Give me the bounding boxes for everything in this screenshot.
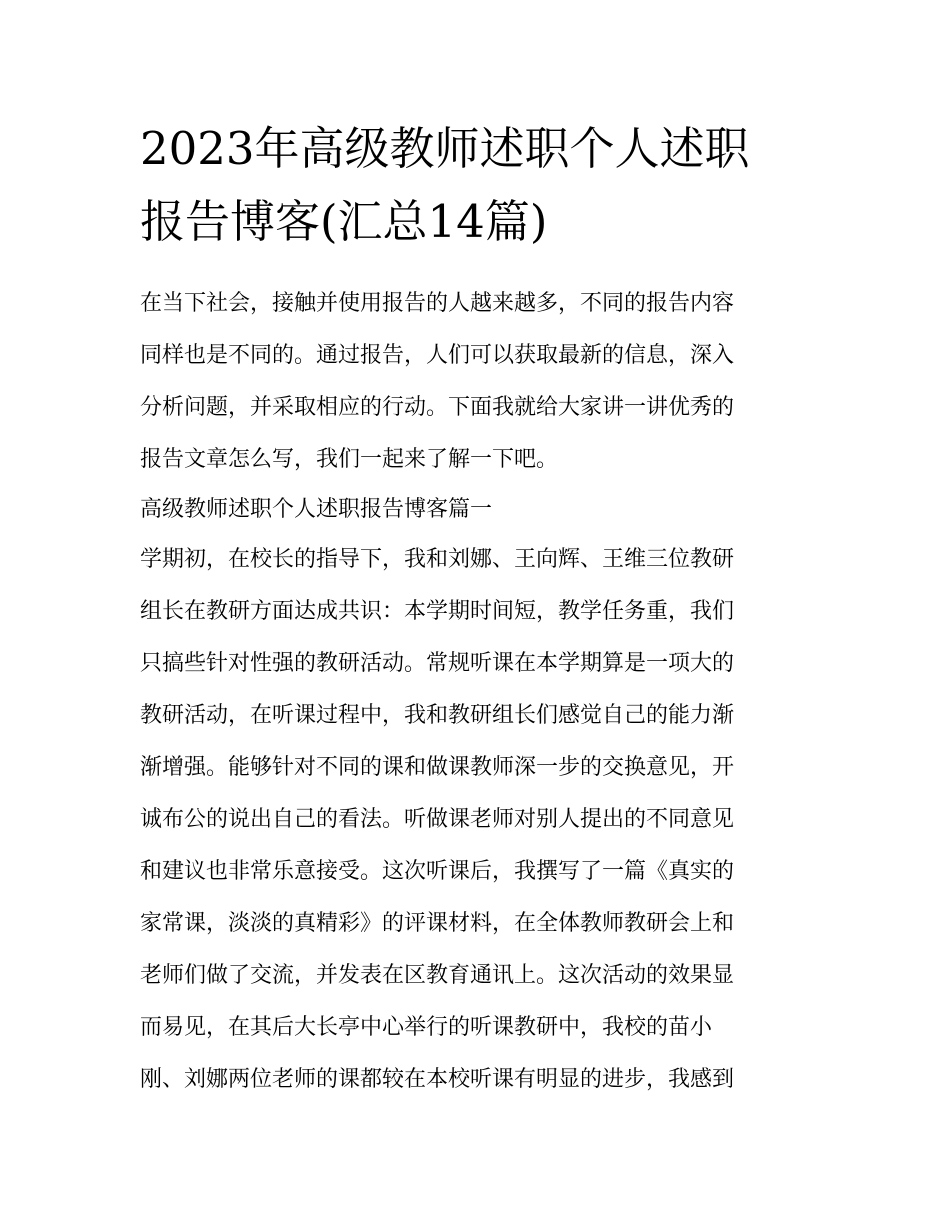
section-line: 组长在教研方面达成共识：本学期时间短，教学任务重，我们 <box>140 599 735 624</box>
section-line: 只搞些针对性强的教研活动。常规听课在本学期算是一项大的 <box>140 651 735 676</box>
title-line: 报告博客(汇总14篇) <box>140 195 548 248</box>
section-line: 诚布公的说出自己的看法。听做课老师对别人提出的不同意见 <box>140 807 735 832</box>
section-line: 老师们做了交流，并发表在区教育通讯上。这次活动的效果显 <box>140 963 735 988</box>
title-line: 2023年高级教师述职个人述职 <box>140 122 750 175</box>
section-line: 和建议也非常乐意接受。这次听课后，我撰写了一篇《真实的 <box>140 859 735 884</box>
section-line: 刚、刘娜两位老师的课都较在本校听课有明显的进步，我感到 <box>140 1067 735 1092</box>
intro-line: 同样也是不同的。通过报告，人们可以获取最新的信息，深入 <box>140 343 735 368</box>
document-body <box>140 278 820 1106</box>
intro-line: 分析问题，并采取相应的行动。下面我就给大家讲一讲优秀的 <box>140 395 735 420</box>
section-line: 渐增强。能够针对不同的课和做课教师深一步的交换意见，开 <box>140 755 735 780</box>
section-line: 而易见，在其后大长亭中心举行的听课教研中，我校的苗小 <box>140 1015 713 1040</box>
intro-line: 在当下社会，接触并使用报告的人越来越多，不同的报告内容 <box>140 291 735 316</box>
section-line: 学期初，在校长的指导下，我和刘娜、王向辉、王维三位教研 <box>140 547 735 572</box>
document-title <box>140 112 820 258</box>
section-line: 家常课，淡淡的真精彩》的评课材料，在全体教师教研会上和 <box>140 911 735 936</box>
section-heading: 高级教师述职个人述职报告博客篇一 <box>140 497 493 522</box>
intro-line: 报告文章怎么写，我们一起来了解一下吧。 <box>140 447 559 472</box>
section-line: 教研活动，在听课过程中，我和教研组长们感觉自己的能力渐 <box>140 703 735 728</box>
